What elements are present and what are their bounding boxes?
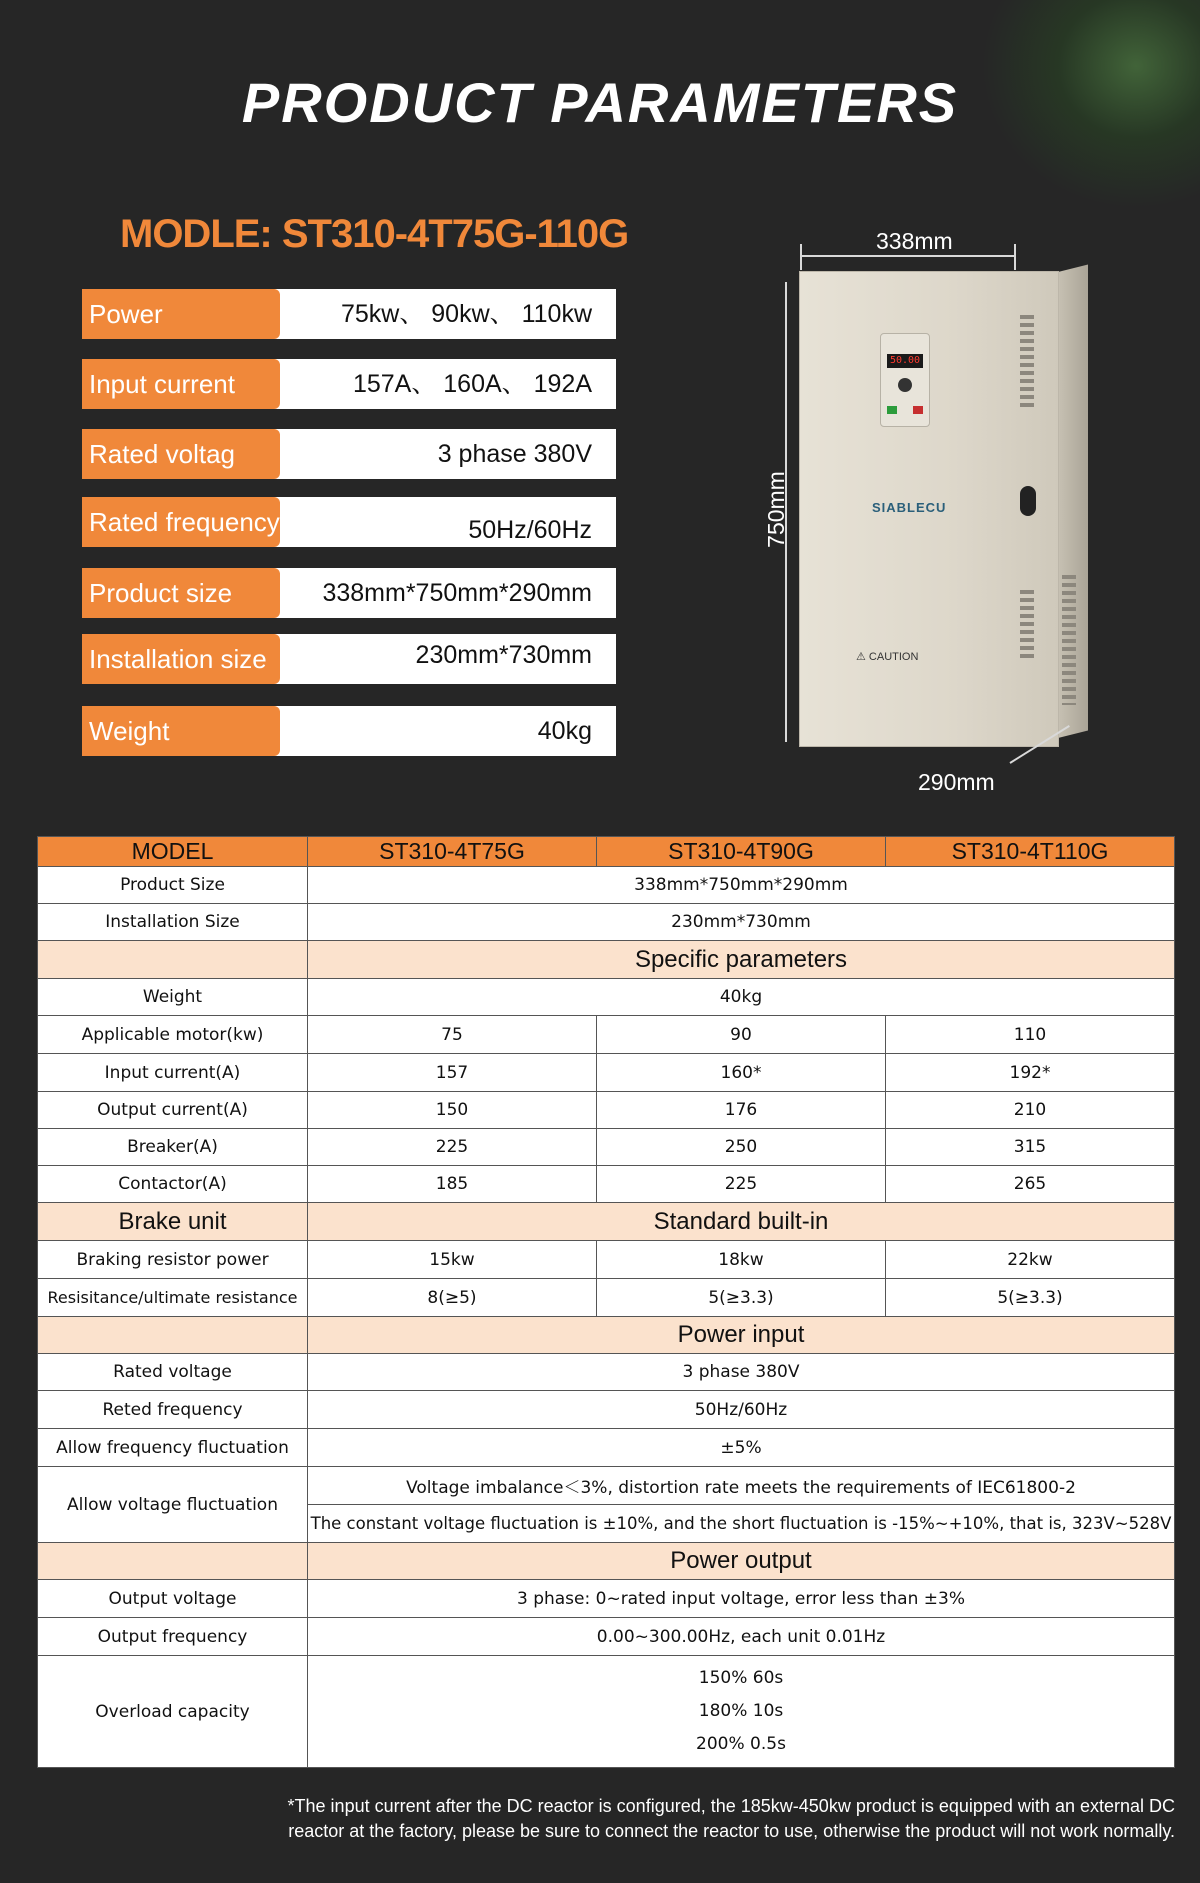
row-value: Voltage imbalance＜3%, distortion rate meets the requirements of IEC61800-2: [308, 1467, 1175, 1505]
width-dimension-line: [800, 255, 1016, 257]
row-value: 40kg: [308, 979, 1175, 1016]
vent-slots-icon: [1062, 575, 1076, 705]
vent-slots-icon: [1020, 590, 1034, 660]
row-label: Allow frequency fluctuation: [38, 1429, 308, 1467]
spec-value: 75kw、 90kw、 110kw: [340, 300, 592, 328]
section-spacer: [38, 1317, 308, 1354]
dimension-tick: [800, 244, 802, 270]
cell: 315: [886, 1129, 1175, 1166]
spec-value: 157A、 160A、 192A: [352, 370, 592, 398]
cell: 5(≥3.3): [886, 1279, 1175, 1317]
cell: 150: [308, 1092, 597, 1129]
spec-row-weight: [82, 706, 616, 756]
cell: 225: [597, 1166, 886, 1203]
footnote-line: *The input current after the DC reactor is configured, the 185kw-450kw product is equipped with an external DC: [287, 1796, 1175, 1816]
cell: 210: [886, 1092, 1175, 1129]
section-row: [38, 1543, 1175, 1580]
overload-line: 200% 0.5s: [696, 1734, 786, 1754]
header-model-2: ST310-4T90G: [597, 837, 886, 867]
spec-label: Rated frequency: [82, 497, 280, 547]
header-model-3: ST310-4T110G: [886, 837, 1175, 867]
height-label: 750mm: [762, 471, 789, 548]
header-model-1: ST310-4T75G: [308, 837, 597, 867]
cell: 157: [308, 1054, 597, 1092]
section-row: [38, 1203, 1175, 1241]
row-value: 230mm*730mm: [308, 904, 1175, 941]
cell: 90: [597, 1016, 886, 1054]
spec-label: Weight: [82, 706, 280, 756]
spec-label: Product size: [82, 568, 280, 618]
row-label: Braking resistor power: [38, 1241, 308, 1279]
spec-label: Installation size: [82, 634, 280, 684]
run-button-icon: [887, 406, 897, 414]
table-row: [38, 1016, 1175, 1054]
cell: 225: [308, 1129, 597, 1166]
table-row: [38, 1391, 1175, 1429]
row-label: Breaker(A): [38, 1129, 308, 1166]
spec-value: 50Hz/60Hz: [468, 516, 592, 544]
depth-label: 290mm: [918, 769, 995, 795]
row-label: Contactor(A): [38, 1166, 308, 1203]
cell: 15kw: [308, 1241, 597, 1279]
spec-value: 40kg: [537, 717, 592, 745]
cell: 5(≥3.3): [597, 1279, 886, 1317]
row-label: Weight: [38, 979, 308, 1016]
row-label: Installation Size: [38, 904, 308, 941]
page-title: PRODUCT PARAMETERS: [241, 71, 959, 134]
table-row: [38, 1241, 1175, 1279]
spec-row-input-current: [82, 359, 616, 409]
table-row: [38, 1129, 1175, 1166]
section-label: Brake unit: [38, 1203, 308, 1241]
cell: 176: [597, 1092, 886, 1129]
row-label: Input current(A): [38, 1054, 308, 1092]
stop-button-icon: [913, 406, 923, 414]
table-row: [38, 1580, 1175, 1618]
section-row: [38, 1317, 1175, 1354]
row-label: Rated voltage: [38, 1354, 308, 1391]
cell: 265: [886, 1166, 1175, 1203]
section-title: Power input: [308, 1317, 1175, 1354]
header-model: MODEL: [38, 837, 308, 867]
table-row: [38, 867, 1175, 904]
cell: 185: [308, 1166, 597, 1203]
section-title: Power output: [308, 1543, 1175, 1580]
parameters-table: [37, 836, 1175, 1768]
caution-text: CAUTION: [868, 651, 919, 663]
row-label: Applicable motor(kw): [38, 1016, 308, 1054]
row-label: Output frequency: [38, 1618, 308, 1656]
spec-label: Rated voltag: [82, 429, 280, 479]
section-title: Specific parameters: [308, 941, 1175, 979]
row-label: Output voltage: [38, 1580, 308, 1618]
table-row: [38, 1618, 1175, 1656]
footnote-line: reactor at the factory, please be sure to connect the reactor to use, otherwise the product will not work normally.: [288, 1821, 1175, 1841]
cell: 8(≥5): [308, 1279, 597, 1317]
cell: 18kw: [597, 1241, 886, 1279]
section-spacer: [38, 1543, 308, 1580]
spec-value: 230mm*730mm: [415, 641, 592, 669]
table-row: [38, 904, 1175, 941]
section-spacer: [38, 941, 308, 979]
row-label: Allow voltage fluctuation: [38, 1467, 308, 1543]
section-row: [38, 941, 1175, 979]
table-row: [38, 1054, 1175, 1092]
spec-label: Power: [82, 289, 280, 339]
spec-row-rated-frequency: [82, 497, 616, 547]
vent-slots-icon: [1020, 315, 1034, 410]
row-value: 50Hz/60Hz: [308, 1391, 1175, 1429]
spec-row-product-size: [82, 568, 616, 618]
table-row: [38, 1467, 1175, 1505]
table-row: [38, 1656, 1175, 1768]
row-label: Output current(A): [38, 1092, 308, 1129]
footnote: [220, 1794, 1175, 1844]
caution-label: ⚠ CAUTION: [856, 651, 919, 663]
overload-line: 150% 60s: [698, 1668, 784, 1688]
keypad-knob-icon: [898, 378, 912, 392]
row-label: Product Size: [38, 867, 308, 904]
row-value: 0.00~300.00Hz, each unit 0.01Hz: [308, 1618, 1175, 1656]
cell: 192*: [886, 1054, 1175, 1092]
row-value: 3 phase: 0~rated input voltage, error less than ±3%: [308, 1580, 1175, 1618]
dimension-tick: [1014, 244, 1016, 270]
spec-value: 3 phase 380V: [437, 440, 592, 468]
spec-row-installation-size: [82, 634, 616, 684]
row-value: The constant voltage fluctuation is ±10%, and the short fluctuation is -15%~+10%, that is, 323V~528V: [308, 1505, 1175, 1543]
table-row: [38, 1092, 1175, 1129]
spec-value: 338mm*750mm*290mm: [322, 579, 592, 607]
table-row: [38, 1279, 1175, 1317]
brand-logo: SIABLECU: [872, 500, 947, 515]
cell: 250: [597, 1129, 886, 1166]
cell: 22kw: [886, 1241, 1175, 1279]
model-heading: MODLE: ST310-4T75G-110G: [120, 212, 629, 256]
overload-line: 180% 10s: [698, 1701, 784, 1721]
table-header-row: [38, 837, 1175, 867]
keypad-display: 50.00: [887, 354, 923, 368]
table-row: [38, 979, 1175, 1016]
section-title: Standard built-in: [308, 1203, 1175, 1241]
row-value: 3 phase 380V: [308, 1354, 1175, 1391]
table-row: [38, 1166, 1175, 1203]
cell: 75: [308, 1016, 597, 1054]
cell: 110: [886, 1016, 1175, 1054]
row-label: Resisitance/ultimate resistance: [38, 1279, 308, 1317]
row-value: 338mm*750mm*290mm: [308, 867, 1175, 904]
table-row: [38, 1354, 1175, 1391]
row-value: ±5%: [308, 1429, 1175, 1467]
cable-hole: [1020, 486, 1036, 516]
spec-row-power: [82, 289, 616, 339]
spec-label: Input current: [82, 359, 280, 409]
row-label: Reted frequency: [38, 1391, 308, 1429]
overload-values: [308, 1656, 1175, 1768]
cell: 160*: [597, 1054, 886, 1092]
keypad-panel: [880, 333, 930, 427]
spec-row-rated-voltage: [82, 429, 616, 479]
width-label: 338mm: [876, 228, 953, 254]
table-row: [38, 1429, 1175, 1467]
row-label: Overload capacity: [38, 1656, 308, 1768]
